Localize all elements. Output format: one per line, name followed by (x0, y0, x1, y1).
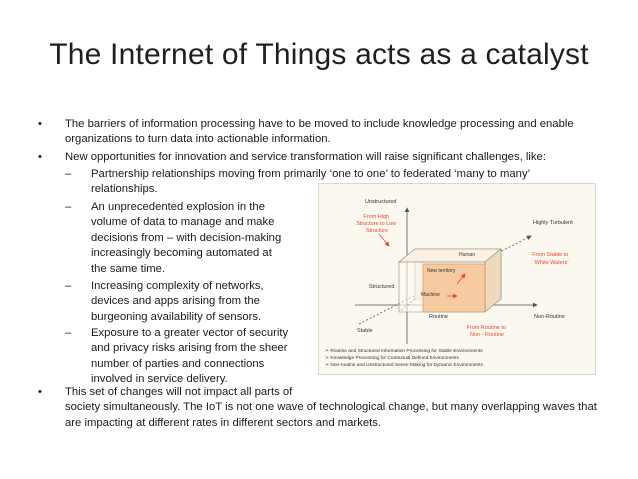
sub-bullet-text: and privacy risks arising from the sheer (91, 342, 288, 355)
iot-environment-diagram (318, 183, 596, 375)
legend-item: ➢ Routine and Structured Information Processing for Stable Environments (325, 349, 483, 354)
sub-bullet-text: Increasing complexity of networks, (91, 280, 264, 292)
label-unstructured: Unstructured (365, 199, 397, 205)
legend-item: ➢ Non-routine and Unstructured Sense Making for Dynamic Environments (325, 363, 483, 368)
dash-marker: – (65, 280, 72, 292)
bullet-text: This set of changes will not impact all parts of (65, 386, 293, 398)
sub-bullet-text: involved in service delivery. (91, 373, 228, 386)
sub-bullet-text: An unprecedented explosion in the (91, 201, 265, 213)
slide-title: The Internet of Things acts as a catalyst (49, 38, 589, 71)
sub-bullet-text: the same time. (91, 262, 166, 275)
sub-bullet-text: devices and apps arising from the (91, 295, 260, 308)
bullet-item (38, 117, 574, 148)
dash-marker: – (65, 168, 72, 180)
bullet-text: organizations to turn data into actionable information. (65, 133, 331, 146)
sub-bullet-text: decisions from – with decision-making (91, 231, 282, 244)
bullet-marker: • (38, 151, 42, 163)
sub-bullet-item (65, 200, 282, 277)
label-machine: Machine (421, 292, 440, 298)
label-structured: Structured (369, 284, 395, 290)
label-non-routine: Non-Routine (534, 314, 565, 320)
cube-graphic (399, 249, 501, 312)
sub-bullet-text: Exposure to a greater vector of security (91, 327, 289, 339)
label-routine: Routine (429, 314, 448, 320)
label-human: Human (459, 252, 476, 258)
dash-marker: – (65, 201, 72, 213)
annotation-high-structure: From High Structure to Low Structure (356, 214, 397, 234)
diagram-canvas (319, 184, 595, 374)
sub-bullet-text: volume of data to manage and make (91, 216, 275, 229)
sub-bullet-text: increasingly becoming automated at (91, 247, 272, 260)
diagram-legend (325, 348, 483, 368)
bullet-marker: • (38, 118, 42, 130)
bullet-marker: • (38, 386, 42, 398)
bullet-item (38, 150, 546, 165)
bullet-text: society simultaneously. The IoT is not one wave of technological change, but many overlapping waves that (65, 401, 597, 414)
legend-item: ➢ Knowledge Processing for Contextual Defined Environments (325, 356, 459, 361)
sub-bullet-text: Partnership relationships moving from primarily ‘one to one’ to federated ‘many to many’ (91, 168, 531, 180)
bullet-text: are impacting at different rates in different sectors and markets. (65, 416, 382, 429)
sub-bullet-item (65, 326, 289, 388)
annotation-stable-to-white-waters: From Stable to ‘White Waters’ (532, 252, 569, 266)
bullet-text: The barriers of information processing have to be moved to include knowledge processing and enable (65, 118, 574, 130)
sub-bullet-text: number of parties and connections (91, 357, 265, 370)
sub-bullet-item (65, 279, 264, 325)
bullet-text: New opportunities for innovation and service transformation will raise significant challenges, like: (65, 151, 546, 163)
annotation-routine-to-non-routine: From Routine to Non - Routine (466, 325, 506, 338)
sub-bullet-text: burgeoning availability of sensors. (91, 310, 262, 323)
label-new-territory: New territory (427, 268, 456, 274)
label-stable: Stable (357, 328, 373, 334)
bullet-item (38, 385, 597, 431)
label-highly-turbulent: Highly Turbulent (533, 220, 573, 226)
sub-bullet-text: relationships. (91, 183, 158, 196)
dash-marker: – (65, 327, 72, 339)
